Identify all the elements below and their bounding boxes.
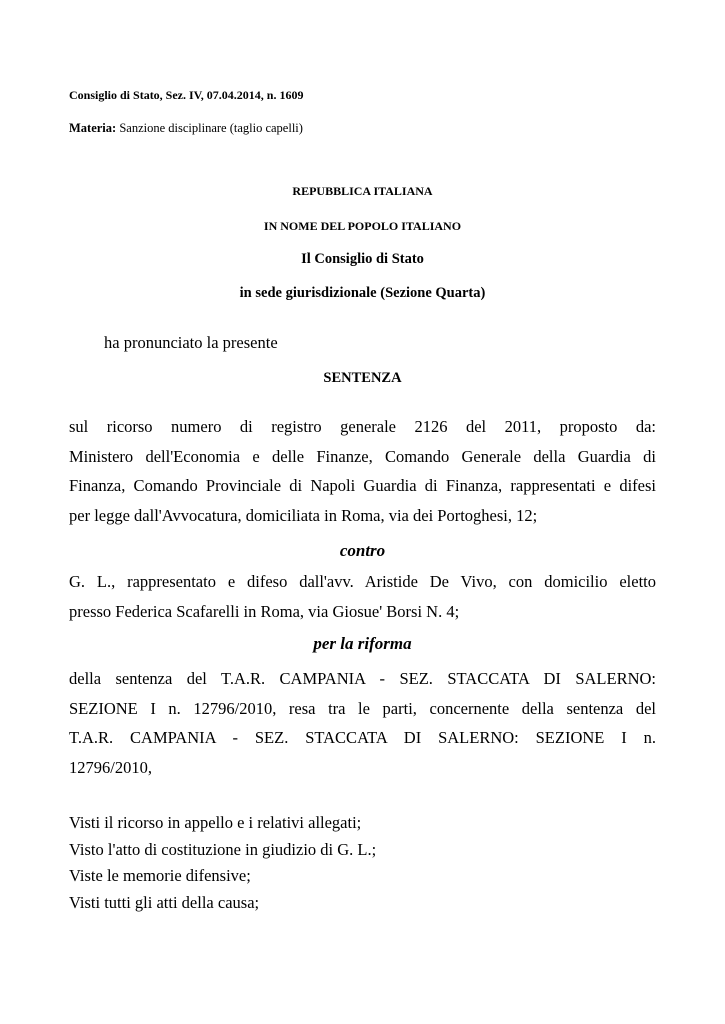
contro-paragraph bbox=[69, 567, 656, 626]
visti-line: Visto l'atto di costituzione in giudizio di G. L.; bbox=[69, 839, 377, 859]
materia-label: Materia: bbox=[69, 121, 117, 135]
visti-line: Visti tutti gli atti della causa; bbox=[69, 892, 260, 912]
visti-line: Visti il ricorso in appello e i relativi allegati; bbox=[69, 813, 362, 832]
riforma-paragraph bbox=[69, 664, 656, 782]
contro-line: presso Federica Scafarelli in Roma, via Giosue' Borsi N. 4; bbox=[69, 601, 460, 621]
visti-list bbox=[69, 810, 376, 916]
riforma-line: 12796/2010, bbox=[69, 757, 152, 777]
per-la-riforma-heading: per la riforma bbox=[313, 634, 412, 653]
sentenza-title: SENTENZA bbox=[323, 370, 402, 386]
consiglio-title: Il Consiglio di Stato bbox=[301, 251, 424, 267]
ricorso-line: per legge dall'Avvocatura, domiciliata in Roma, via dei Portoghesi, 12; bbox=[69, 505, 538, 525]
ricorso-paragraph bbox=[69, 412, 656, 530]
intro-line: ha pronunciato la presente bbox=[104, 333, 278, 352]
riforma-line: T.A.R. CAMPANIA - SEZ. STACCATA DI SALERNO: SEZIONE I n. bbox=[69, 728, 656, 747]
sede-title: in sede giurisdizionale (Sezione Quarta) bbox=[239, 285, 486, 301]
contro-heading: contro bbox=[339, 541, 386, 560]
ricorso-line: sul ricorso numero di registro generale 2126 del 2011, proposto da: bbox=[69, 417, 656, 436]
citation-header: Consiglio di Stato, Sez. IV, 07.04.2014, n. 1609 bbox=[69, 88, 304, 102]
in-nome-title: IN NOME DEL POPOLO ITALIANO bbox=[263, 219, 462, 233]
ricorso-line: Ministero dell'Economia e delle Finanze, Comando Generale della Guardia di bbox=[69, 446, 656, 466]
materia-line bbox=[69, 121, 303, 136]
ricorso-line: Finanza, Comando Provinciale di Napoli Guardia di Finanza, rappresentati e difesi bbox=[69, 476, 656, 495]
visti-line: Viste le memorie difensive; bbox=[69, 866, 251, 885]
riforma-line: della sentenza del T.A.R. CAMPANIA - SEZ. STACCATA DI SALERNO: bbox=[69, 669, 656, 688]
riforma-line: SEZIONE I n. 12796/2010, resa tra le parti, concernente della sentenza del bbox=[69, 698, 656, 718]
contro-line: G. L., rappresentato e difeso dall'avv. Aristide De Vivo, con domicilio eletto bbox=[69, 572, 656, 591]
materia-value: Sanzione disciplinare (taglio capelli) bbox=[116, 121, 303, 135]
repubblica-title: REPUBBLICA ITALIANA bbox=[292, 184, 433, 198]
